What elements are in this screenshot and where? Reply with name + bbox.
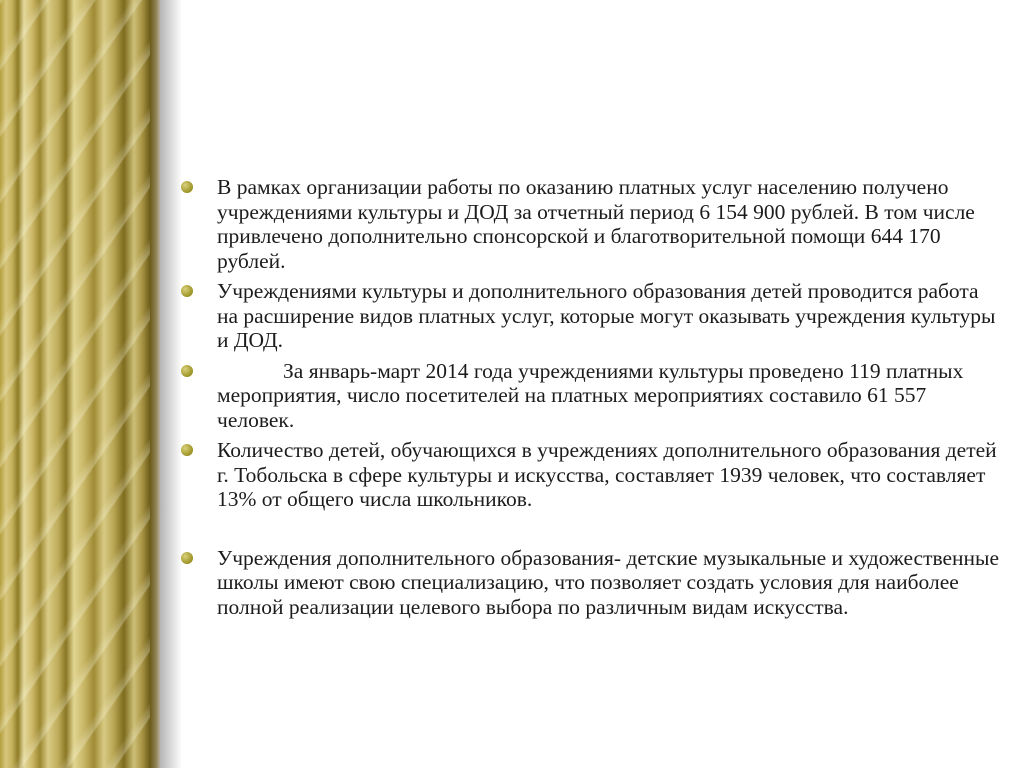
bullet-text: Количество детей, обучающихся в учреждениях дополнительного образования детей г. Тобольска в сфере культуры и искусства, составляет 1939 человек, что составляет 13% от общего числа школьников. <box>217 438 997 511</box>
bullet-item-schools-specialization <box>180 546 1000 620</box>
decorative-column-shadow <box>160 0 182 768</box>
decorative-column-stripes <box>0 0 150 768</box>
bullet-list <box>180 175 1000 625</box>
bullet-item-paid-services-income <box>180 175 1000 273</box>
bullet-dot-icon <box>181 285 193 297</box>
bullet-text: За январь-март 2014 года учреждениями культуры проведено 119 платных мероприятия, число посетителей на платных мероприятиях составило 61 557 человек. <box>217 358 964 432</box>
bullet-text: Учреждениями культуры и дополнительного образования детей проводится работа на расширение видов платных услуг, которые могут оказывать учреждения культуры и ДОД. <box>217 279 996 352</box>
bullet-item-services-expansion <box>180 279 1000 353</box>
bullet-item-events-q1-2014 <box>180 359 1000 433</box>
bullet-dot-icon <box>181 365 193 377</box>
bullet-dot-icon <box>181 552 193 564</box>
bullet-item-children-count <box>180 438 1000 512</box>
bullet-dot-icon <box>181 444 193 456</box>
bullet-text: Учреждения дополнительного образования- детские музыкальные и художественные школы имеют свою специализацию, что позволяет создать условия для наиболее полной реализации целевого выбора по различным видам искусства. <box>217 545 1000 619</box>
bullet-dot-icon <box>181 181 193 193</box>
bullet-text: В рамках организации работы по оказанию платных услуг населению получено учреждениями культуры и ДОД за отчетный период 6 154 900 рублей. В том числе привлечено дополнительно спонсорской и благотворительной помощи 644 170 рублей. <box>217 175 975 273</box>
